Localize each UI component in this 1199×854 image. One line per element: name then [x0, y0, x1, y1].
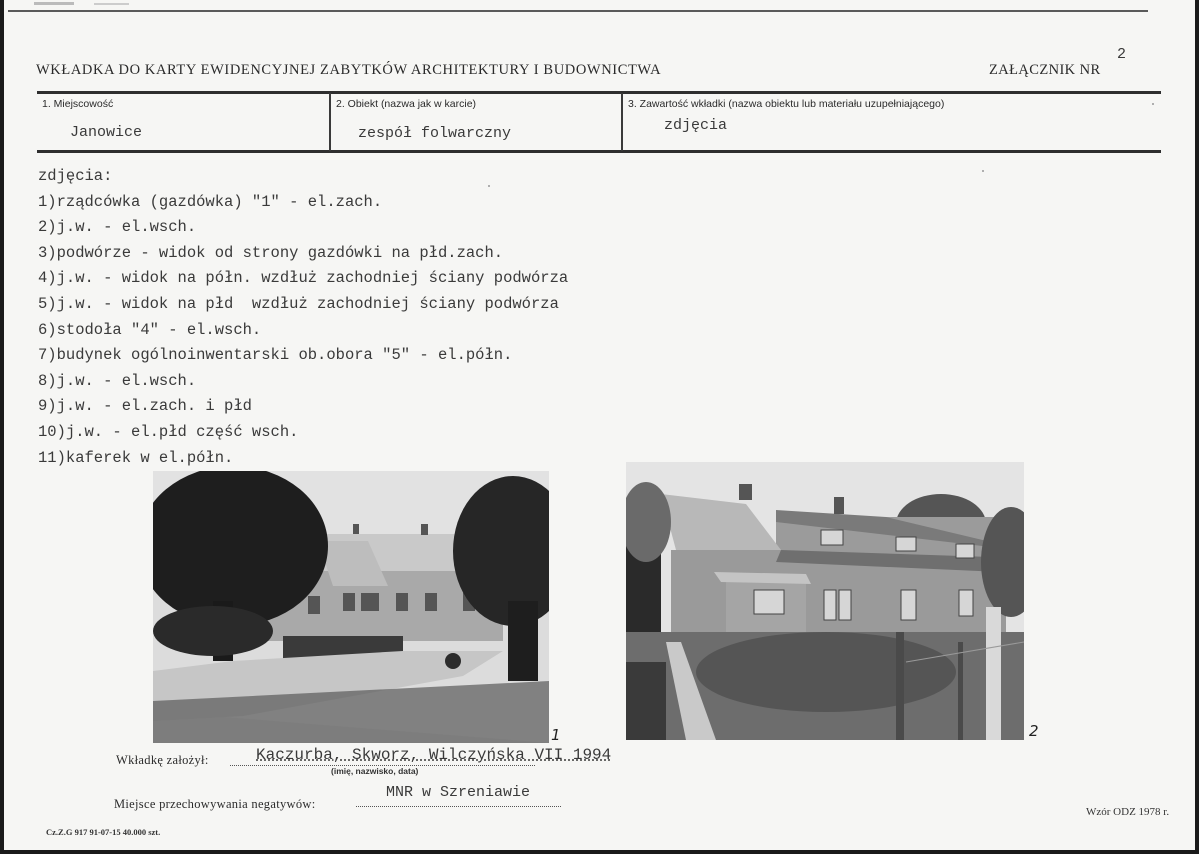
photo-list-item: 5)j.w. - widok na płd wzdłuż zachodniej ściany podwórza [38, 294, 559, 313]
field-label-object: 2. Obiekt (nazwa jak w karcie) [336, 98, 477, 110]
photo-list [38, 164, 568, 471]
template-note: Wzór ODZ 1978 r. [1086, 806, 1170, 818]
negatives-value: MNR w Szreniawie [386, 784, 531, 801]
document-title: WKŁADKA DO KARTY EWIDENCYJNEJ ZABYTKÓW ARCHITEKTURY I BUDOWNICTWA [36, 62, 662, 78]
photo-list-item: 4)j.w. - widok na półn. wzdłuż zachodniej ściany podwórza [38, 269, 569, 288]
author-label: Wkładkę założył: [116, 753, 209, 767]
photo-list-heading: zdjęcia: [38, 167, 113, 185]
annex-label: ZAŁĄCZNIK NR [989, 62, 1101, 78]
scribble-mark [94, 3, 129, 5]
photo-list-item: 7)budynek ogólnoinwentarski ob.obora "5" - el.półn. [38, 346, 513, 365]
header-table-top-rule [37, 91, 1161, 94]
column-divider [329, 93, 331, 151]
author-value: Kaczurba, Skworz, Wilczyńska VII 1994 [256, 746, 612, 764]
photo-number-1: 1 [551, 726, 561, 744]
photo-1 [153, 471, 549, 743]
inventory-card-sheet [4, 0, 1195, 850]
negatives-label: Miejsce przechowywania negatywów: [114, 797, 316, 811]
photo-list-item: 11)kaferek w el.półn. [38, 448, 234, 467]
speck [982, 170, 984, 172]
photo-2 [626, 462, 1024, 740]
scribble-mark [34, 2, 74, 5]
photo-number-2: 2 [1029, 722, 1039, 740]
print-code: Cz.Z.G 917 91-07-15 40.000 szt. [46, 827, 161, 837]
photo-list-item: 3)podwórze - widok od strony gazdówki na płd.zach. [38, 243, 504, 262]
annex-number: 2 [1117, 46, 1127, 63]
photo-list-item: 9)j.w. - el.zach. i płd [38, 397, 252, 416]
field-label-contents: 3. Zawartość wkładki (nazwa obiektu lub materiału uzupełniającego) [628, 98, 945, 110]
field-label-locality: 1. Miejscowość [42, 98, 114, 110]
column-divider [621, 93, 623, 151]
photo-list-item: 8)j.w. - el.wsch. [38, 371, 197, 390]
photo-1-image [153, 471, 549, 743]
photo-list-item: 6)stodoła "4" - el.wsch. [38, 320, 262, 339]
speck [1152, 103, 1154, 105]
field-value-contents: zdjęcia [664, 117, 728, 134]
photo-list-item: 2)j.w. - el.wsch. [38, 218, 197, 237]
negatives-dotted-line [356, 806, 561, 807]
field-value-locality: Janowice [70, 124, 143, 141]
photo-2-image [626, 462, 1024, 740]
field-value-object: zespół folwarczny [358, 125, 512, 142]
author-hint: (imię, nazwisko, data) [331, 766, 419, 776]
speck [488, 185, 490, 187]
photo-list-item: 10)j.w. - el.płd część wsch. [38, 422, 299, 441]
header-table-bottom-rule [37, 150, 1161, 153]
top-rule [8, 10, 1148, 12]
photo-list-item: 1)rządcówka (gazdówka) "1" - el.zach. [38, 192, 383, 211]
